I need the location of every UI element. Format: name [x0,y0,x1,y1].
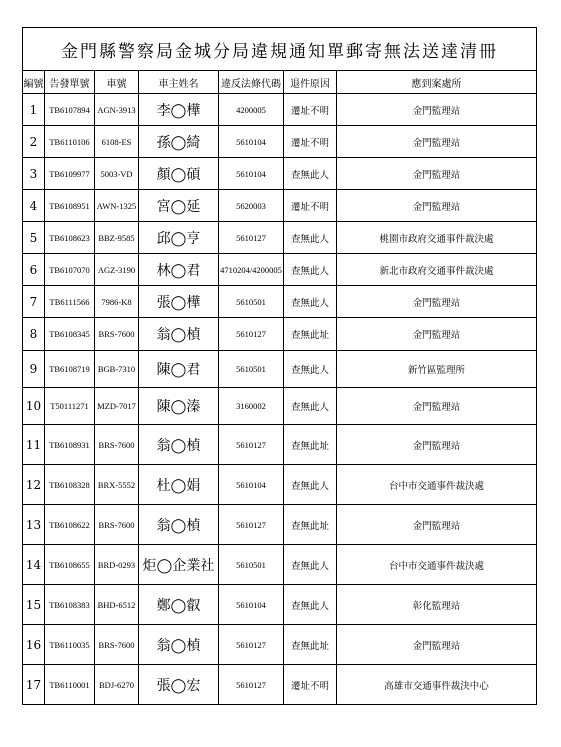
ticket-number: TB6108951 [45,190,95,222]
destination-office: 新北市政府交通事件裁決處 [337,254,537,286]
plate-number: BHD-6512 [95,585,139,625]
column-header-law-code: 違反法條代碼 [219,71,284,94]
destination-office: 金門監理站 [337,388,537,425]
owner-name: 翁◯楨 [139,625,219,665]
row-number: 13 [23,505,45,545]
owner-name: 杜◯娟 [139,465,219,505]
law-code: 4200005 [219,94,284,126]
table-row [23,465,537,505]
ticket-number: TB6108655 [45,545,95,585]
table-row [23,351,537,388]
ticket-number: TB6111566 [45,286,95,318]
owner-name: 鄭◯叡 [139,585,219,625]
row-number: 9 [23,351,45,388]
return-reason: 遷址不明 [284,126,337,158]
law-code: 5610127 [219,505,284,545]
owner-name: 張◯樺 [139,286,219,318]
destination-office: 台中市交通事件裁決處 [337,465,537,505]
destination-office: 彰化監理站 [337,585,537,625]
column-header-plate: 車號 [95,71,139,94]
return-reason: 查無此址 [284,625,337,665]
ticket-number: TB6108345 [45,318,95,351]
law-code: 5610127 [219,625,284,665]
return-reason: 遷址不明 [284,190,337,222]
destination-office: 金門監理站 [337,505,537,545]
return-reason: 查無此人 [284,254,337,286]
law-code: 5610501 [219,545,284,585]
plate-number: BGB-7310 [95,351,139,388]
plate-number: 6108-ES [95,126,139,158]
return-reason: 查無此人 [284,222,337,254]
ticket-number: TB6107070 [45,254,95,286]
table-row [23,505,537,545]
law-code: 3160002 [219,388,284,425]
ticket-number: TB6108622 [45,505,95,545]
row-number: 1 [23,94,45,126]
return-reason: 查無此人 [284,388,337,425]
table-row [23,286,537,318]
table-row [23,425,537,465]
table-row [23,158,537,190]
ticket-number: TB6107894 [45,94,95,126]
law-code: 5610127 [219,318,284,351]
law-code: 5610501 [219,286,284,318]
law-code: 5610104 [219,126,284,158]
ticket-number: TB6108623 [45,222,95,254]
law-code: 5610501 [219,351,284,388]
plate-number: BBZ-9585 [95,222,139,254]
law-code: 5610127 [219,425,284,465]
row-number: 15 [23,585,45,625]
plate-number: 7986-K8 [95,286,139,318]
owner-name: 顏◯碩 [139,158,219,190]
table-row [23,665,537,705]
law-code: 4710204/4200005 [219,254,284,286]
ticket-number: TB6108719 [45,351,95,388]
destination-office: 新竹區監理所 [337,351,537,388]
return-reason: 查無此人 [284,465,337,505]
return-reason: 查無此址 [284,318,337,351]
ticket-number: TB6109977 [45,158,95,190]
column-header-ticket: 告發單號 [45,71,95,94]
row-number: 11 [23,425,45,465]
table-body [23,94,537,705]
law-code: 5610127 [219,222,284,254]
table-row [23,388,537,425]
ticket-number: T50111271 [45,388,95,425]
row-number: 12 [23,465,45,505]
plate-number: 5003-VD [95,158,139,190]
destination-office: 金門監理站 [337,158,537,190]
destination-office: 金門監理站 [337,318,537,351]
plate-number: BRX-5552 [95,465,139,505]
column-header-no: 編號 [23,71,45,94]
plate-number: AGZ-3190 [95,254,139,286]
destination-office: 金門監理站 [337,94,537,126]
undelivered-notice-table [22,27,537,705]
owner-name: 陳◯溱 [139,388,219,425]
owner-name: 翁◯楨 [139,425,219,465]
table-row [23,94,537,126]
ticket-number: TB6108931 [45,425,95,465]
ticket-number: TB6110001 [45,665,95,705]
law-code: 5610127 [219,665,284,705]
row-number: 16 [23,625,45,665]
owner-name: 李◯樺 [139,94,219,126]
return-reason: 遷址不明 [284,94,337,126]
table-row [23,190,537,222]
ticket-number: TB6110035 [45,625,95,665]
return-reason: 遷址不明 [284,665,337,705]
ticket-number: TB6110106 [45,126,95,158]
table-row [23,126,537,158]
return-reason: 查無此人 [284,351,337,388]
return-reason: 查無此人 [284,158,337,190]
owner-name: 邱◯亨 [139,222,219,254]
owner-name: 張◯宏 [139,665,219,705]
row-number: 4 [23,190,45,222]
row-number: 3 [23,158,45,190]
ticket-number: TB6108328 [45,465,95,505]
owner-name: 孫◯綺 [139,126,219,158]
law-code: 5620003 [219,190,284,222]
plate-number: BRS-7600 [95,625,139,665]
destination-office: 金門監理站 [337,190,537,222]
row-number: 17 [23,665,45,705]
row-number: 5 [23,222,45,254]
plate-number: BRS-7600 [95,505,139,545]
destination-office: 金門監理站 [337,425,537,465]
owner-name: 翁◯楨 [139,505,219,545]
column-header-row [23,71,537,94]
return-reason: 查無此人 [284,286,337,318]
row-number: 14 [23,545,45,585]
row-number: 7 [23,286,45,318]
table-row [23,222,537,254]
plate-number: BRS-7600 [95,425,139,465]
owner-name: 林◯君 [139,254,219,286]
document-title: 金門縣警察局金城分局違規通知單郵寄無法送達清冊 [23,28,537,71]
destination-office: 高雄市交通事件裁決中心 [337,665,537,705]
row-number: 10 [23,388,45,425]
destination-office: 台中市交通事件裁決處 [337,545,537,585]
return-reason: 查無此址 [284,425,337,465]
ticket-number: TB6108383 [45,585,95,625]
plate-number: BDJ-6270 [95,665,139,705]
table-row [23,254,537,286]
destination-office: 金門監理站 [337,625,537,665]
law-code: 5610104 [219,465,284,505]
destination-office: 桃園市政府交通事件裁決處 [337,222,537,254]
column-header-office: 應到案處所 [337,71,537,94]
return-reason: 查無此址 [284,505,337,545]
owner-name: 宮◯延 [139,190,219,222]
return-reason: 查無此人 [284,585,337,625]
table-row [23,585,537,625]
row-number: 8 [23,318,45,351]
plate-number: BRD-0293 [95,545,139,585]
table-row [23,545,537,585]
owner-name: 陳◯君 [139,351,219,388]
table-row [23,625,537,665]
return-reason: 查無此人 [284,545,337,585]
plate-number: MZD-7017 [95,388,139,425]
destination-office: 金門監理站 [337,286,537,318]
law-code: 5610104 [219,158,284,190]
owner-name: 翁◯楨 [139,318,219,351]
row-number: 2 [23,126,45,158]
plate-number: AWN-1325 [95,190,139,222]
owner-name: 炬◯企業社 [139,545,219,585]
destination-office: 金門監理站 [337,126,537,158]
law-code: 5610104 [219,585,284,625]
plate-number: AGN-3913 [95,94,139,126]
column-header-owner: 車主姓名 [139,71,219,94]
plate-number: BRS-7600 [95,318,139,351]
document-sheet [22,27,536,705]
column-header-return-reason: 退件原因 [284,71,337,94]
table-row [23,318,537,351]
row-number: 6 [23,254,45,286]
